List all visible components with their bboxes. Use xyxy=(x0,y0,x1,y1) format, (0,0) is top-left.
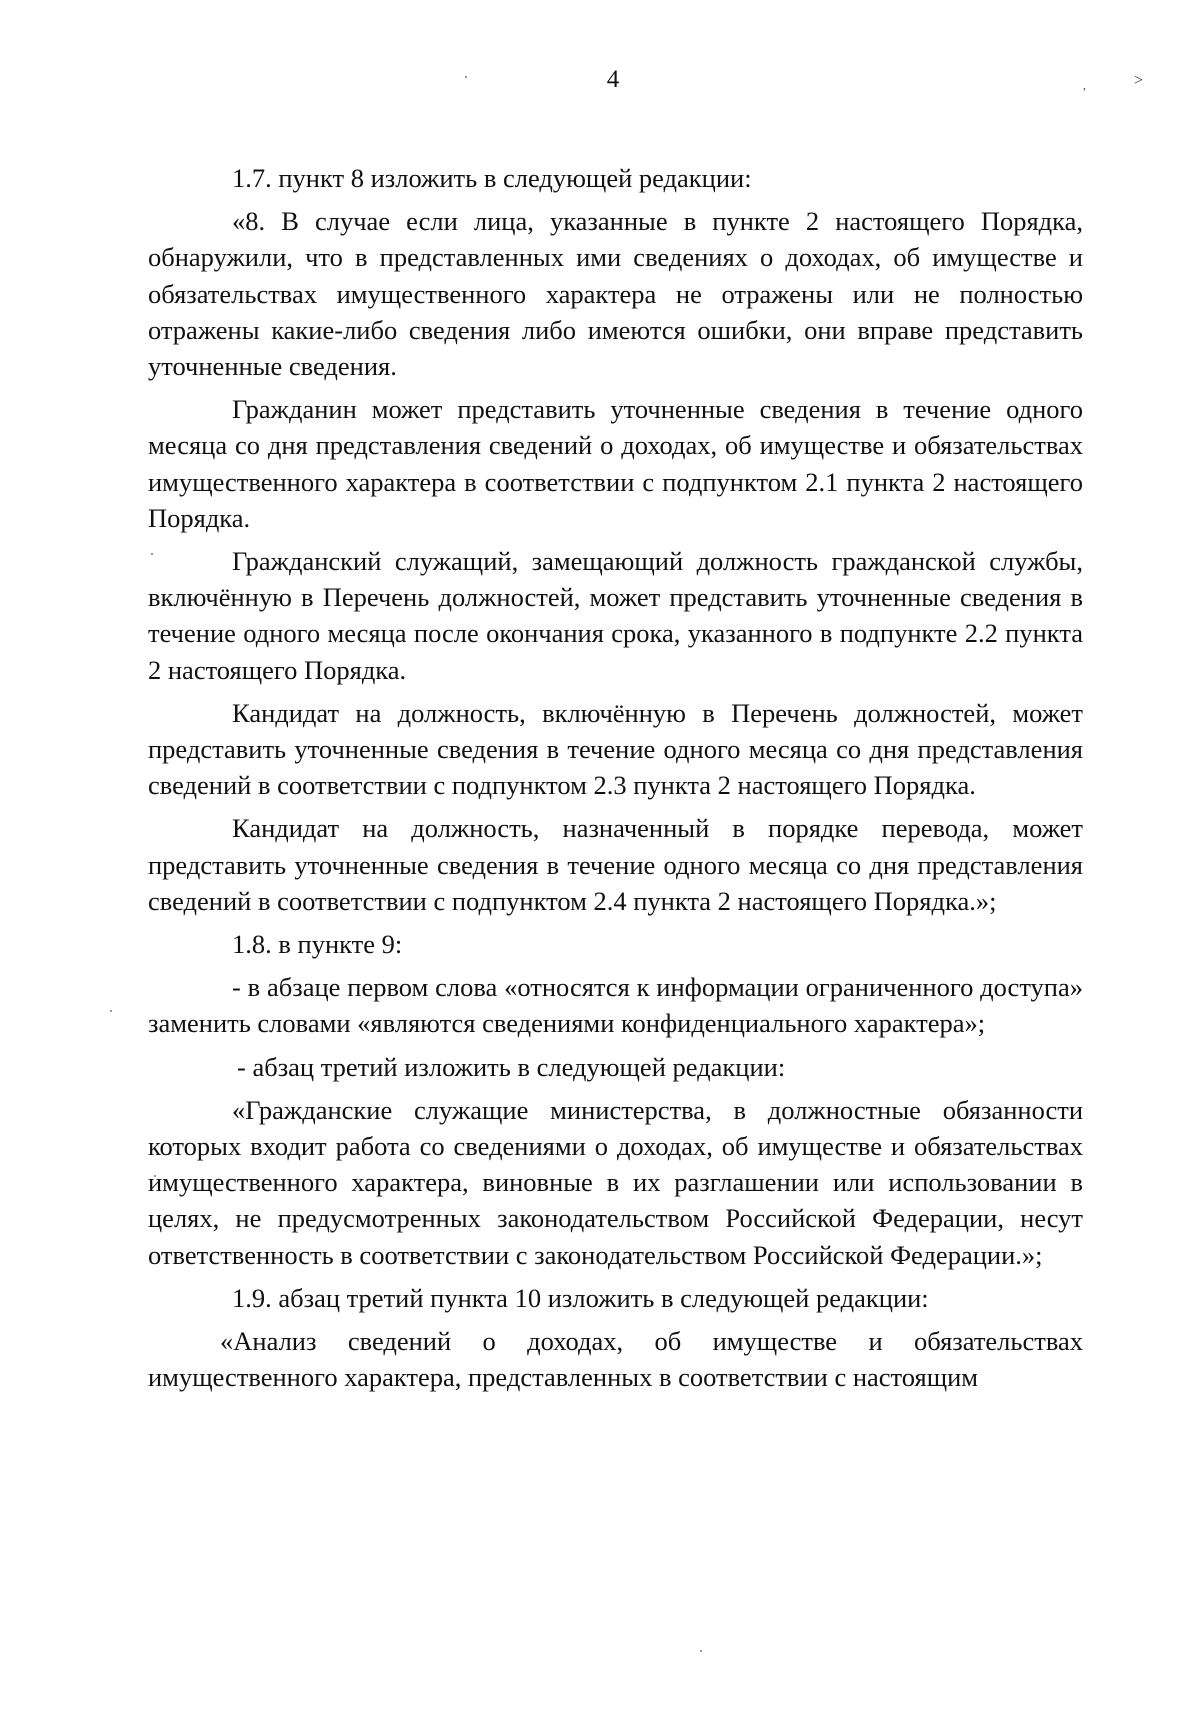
paragraph-1-8: 1.8. в пункте 9: xyxy=(232,929,403,960)
scan-speck xyxy=(110,1010,112,1012)
document-body xyxy=(148,160,1083,1403)
paragraph-first-abzac: - в абзаце первом слова «относятся к информации ограниченного доступа» заменить словами «являются сведениями конфиденциального характера»; xyxy=(148,972,1083,1039)
page-number: 4 xyxy=(606,66,620,93)
paragraph-1-9: 1.9. абзац третий пункта 10 изложить в следующей редакции: xyxy=(232,1282,929,1313)
scan-artifact-mark: ˃ xyxy=(1134,72,1144,89)
scan-speck xyxy=(700,1650,702,1652)
scan-artifact-tick: , xyxy=(1083,78,1086,92)
paragraph-candidate-transfer: Кандидат на должность, назначенный в порядке перевода, может представить уточненные сведения в течение одного месяца со дня представления сведений в соответствии с подпунктом 2.4 пункта 2 настоящего Порядка.»; xyxy=(148,813,1083,916)
paragraph-item-8: «8. В случае если лица, указанные в пункте 2 настоящего Порядка, обнаружили, что в представленных ими сведениях о доходах, об имуществе и обязательствах имущественного характера не отражены или не полностью отражены какие-либо сведения либо имеются ошибки, они вправе представить уточненные сведения. xyxy=(148,206,1083,382)
paragraph-analysis: «Анализ сведений о доходах, об имуществе и обязательствах имущественного характера, представленных в соответствии с настоящим xyxy=(148,1326,1083,1393)
paragraph-1-7: 1.7. пункт 8 изложить в следующей редакции: xyxy=(232,163,752,193)
paragraph-candidate: Кандидат на должность, включённую в Перечень должностей, может представить уточненные сведения в течение одного месяца со дня представления сведений в соответствии с подпунктом 2.3 пункта 2 настоящего Порядка. xyxy=(148,697,1083,801)
scan-speck xyxy=(465,76,467,78)
paragraph-citizen: Гражданин может представить уточненные сведения в течение одного месяца со дня представления сведений о доходах, об имуществе и обязательствах имущественного характера в соответствии с подпунктом 2.1 пункта 2 настоящего Порядка. xyxy=(148,394,1083,533)
paragraph-civil-servants-liability: «Гражданские служащие министерства, в должностные обязанности которых входит работа со сведениями о доходах, об имуществе и обязательствах имущественного характера, виновные в их разглашении или использовании в целях, не предусмотренных законодательством Российской Федерации, несут ответственность в соответствии с законодательством Российской Федерации.»; xyxy=(148,1094,1083,1270)
paragraph-third-abzac: - абзац третий изложить в следующей редакции: xyxy=(237,1051,786,1082)
paragraph-civil-servant: Гражданский служащий, замещающий должность гражданской службы, включённую в Перечень должностей, может представить уточненные сведения в течение одного месяца после окончания срока, указанного в подпункте 2.2 пункта 2 настоящего Порядка. xyxy=(148,546,1083,685)
